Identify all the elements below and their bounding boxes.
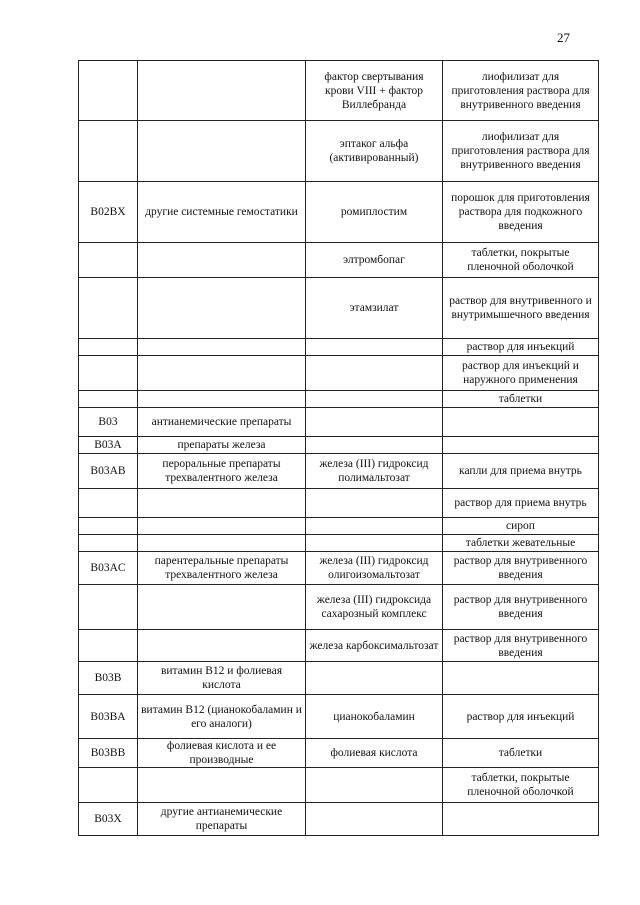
atc-group: пероральные препараты трехвалентного железа	[138, 454, 306, 489]
atc-group	[138, 535, 306, 552]
table-row	[79, 695, 599, 739]
dosage-form: капли для приема внутрь	[443, 454, 599, 489]
table-row	[79, 489, 599, 518]
substance-name: железа (III) гидроксида сахарозный комплекс	[306, 585, 443, 630]
atc-code: B03X	[79, 803, 138, 836]
atc-group	[138, 243, 306, 278]
atc-code	[79, 535, 138, 552]
atc-code	[79, 489, 138, 518]
table-row	[79, 803, 599, 836]
atc-group: витамин B12 и фолиевая кислота	[138, 662, 306, 695]
dosage-form: раствор для внутривенного и внутримышечного введения	[443, 278, 599, 339]
atc-group	[138, 356, 306, 391]
table-row	[79, 630, 599, 662]
dosage-form: раствор для внутривенного введения	[443, 630, 599, 662]
dosage-form: сироп	[443, 518, 599, 535]
dosage-form: раствор для инъекций и наружного применения	[443, 356, 599, 391]
dosage-form: раствор для инъекций	[443, 695, 599, 739]
atc-group: парентеральные препараты трехвалентного железа	[138, 552, 306, 585]
substance-name: эптаког альфа (активированный)	[306, 121, 443, 182]
atc-group: препараты железа	[138, 437, 306, 454]
dosage-form: лиофилизат для приготовления раствора для внутривенного введения	[443, 61, 599, 121]
table-row	[79, 356, 599, 391]
atc-code: B03	[79, 408, 138, 437]
atc-group	[138, 630, 306, 662]
atc-code: B03AB	[79, 454, 138, 489]
substance-name: железа карбоксимальтозат	[306, 630, 443, 662]
atc-group	[138, 768, 306, 803]
table-row	[79, 585, 599, 630]
dosage-form	[443, 437, 599, 454]
dosage-form	[443, 408, 599, 437]
dosage-form: таблетки, покрытые пленочной оболочкой	[443, 243, 599, 278]
atc-code	[79, 121, 138, 182]
dosage-form: таблетки	[443, 391, 599, 408]
substance-name: железа (III) гидроксид полимальтозат	[306, 454, 443, 489]
atc-code: B03B	[79, 662, 138, 695]
table-row	[79, 61, 599, 121]
table-row	[79, 662, 599, 695]
atc-group	[138, 391, 306, 408]
substance-name: элтромбопаг	[306, 243, 443, 278]
substance-name	[306, 518, 443, 535]
table-row	[79, 243, 599, 278]
substance-name: фолиевая кислота	[306, 739, 443, 768]
atc-group	[138, 61, 306, 121]
substance-name: цианокобаламин	[306, 695, 443, 739]
drug-table	[78, 60, 599, 836]
table-row	[79, 437, 599, 454]
atc-code: B03A	[79, 437, 138, 454]
atc-group	[138, 278, 306, 339]
substance-name: железа (III) гидроксид олигоизомальтозат	[306, 552, 443, 585]
dosage-form	[443, 662, 599, 695]
atc-group: другие системные гемостатики	[138, 182, 306, 243]
table-row	[79, 278, 599, 339]
atc-code: B02BX	[79, 182, 138, 243]
dosage-form: раствор для инъекций	[443, 339, 599, 356]
atc-group: фолиевая кислота и ее производные	[138, 739, 306, 768]
dosage-form: раствор для приема внутрь	[443, 489, 599, 518]
substance-name	[306, 356, 443, 391]
substance-name: ромиплостим	[306, 182, 443, 243]
atc-code	[79, 391, 138, 408]
dosage-form	[443, 803, 599, 836]
dosage-form: лиофилизат для приготовления раствора для внутривенного введения	[443, 121, 599, 182]
dosage-form: порошок для приготовления раствора для подкожного введения	[443, 182, 599, 243]
table-row	[79, 408, 599, 437]
table-row	[79, 339, 599, 356]
table-row	[79, 552, 599, 585]
atc-code	[79, 339, 138, 356]
substance-name	[306, 535, 443, 552]
dosage-form: таблетки, покрытые пленочной оболочкой	[443, 768, 599, 803]
atc-code	[79, 630, 138, 662]
atc-code	[79, 356, 138, 391]
atc-code: B03BB	[79, 739, 138, 768]
atc-code: B03AC	[79, 552, 138, 585]
substance-name: фактор свертывания крови VIII + фактор Виллебранда	[306, 61, 443, 121]
substance-name	[306, 408, 443, 437]
atc-code	[79, 278, 138, 339]
substance-name	[306, 391, 443, 408]
substance-name	[306, 768, 443, 803]
substance-name: этамзилат	[306, 278, 443, 339]
table-row	[79, 768, 599, 803]
atc-code	[79, 518, 138, 535]
substance-name	[306, 437, 443, 454]
table-row	[79, 454, 599, 489]
atc-group: антианемические препараты	[138, 408, 306, 437]
dosage-form: таблетки	[443, 739, 599, 768]
atc-group	[138, 585, 306, 630]
table-row	[79, 739, 599, 768]
substance-name	[306, 662, 443, 695]
table-row	[79, 518, 599, 535]
table-row	[79, 182, 599, 243]
dosage-form: таблетки жевательные	[443, 535, 599, 552]
atc-group	[138, 489, 306, 518]
substance-name	[306, 803, 443, 836]
substance-name	[306, 489, 443, 518]
dosage-form: раствор для внутривенного введения	[443, 585, 599, 630]
table-row	[79, 391, 599, 408]
table-row	[79, 535, 599, 552]
atc-group	[138, 518, 306, 535]
atc-group	[138, 121, 306, 182]
table-row	[79, 121, 599, 182]
atc-code: B03BA	[79, 695, 138, 739]
atc-group: другие антианемические препараты	[138, 803, 306, 836]
page-number: 27	[557, 30, 570, 45]
substance-name	[306, 339, 443, 356]
atc-code	[79, 585, 138, 630]
atc-code	[79, 243, 138, 278]
atc-code	[79, 61, 138, 121]
atc-group: витамин B12 (цианокобаламин и его аналоги)	[138, 695, 306, 739]
dosage-form: раствор для внутривенного введения	[443, 552, 599, 585]
atc-group	[138, 339, 306, 356]
atc-code	[79, 768, 138, 803]
